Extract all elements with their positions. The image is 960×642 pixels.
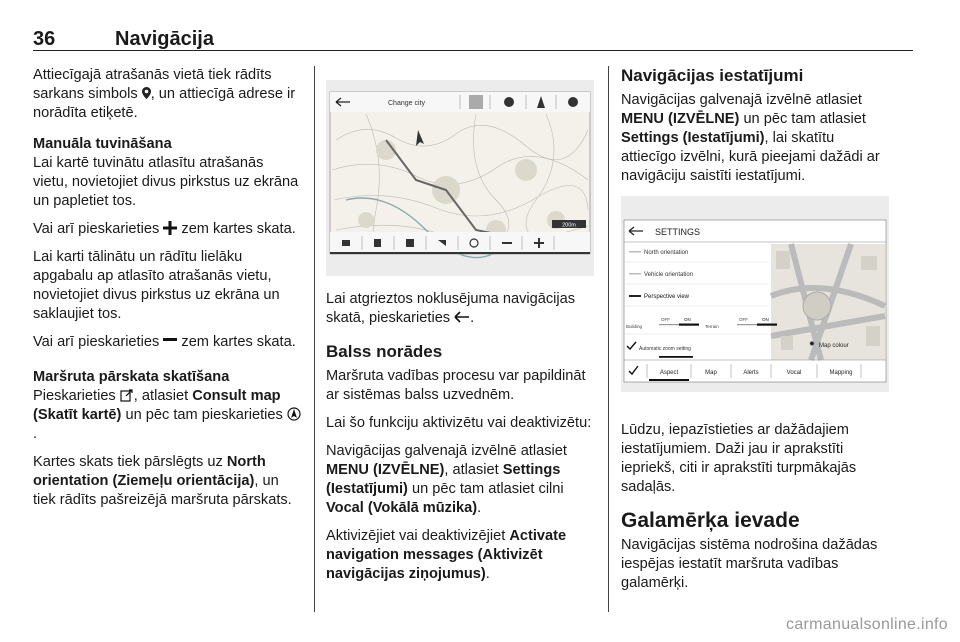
route-overview-heading: Maršruta pārskata skatīšana [33,369,230,385]
map-bar-icon-1 [342,240,350,246]
voice-prompts-text: Maršruta vadības procesu var papildināt ar sistēmas balss uzvednēm. [326,368,586,403]
settings-screenshot-figure [621,196,889,392]
settings-term: Settings (Iestatījumi) [326,462,561,497]
map-colour-label: Map colour [819,343,849,349]
north-text-a: Kartes skats tiek pārslēgts uz [33,454,223,470]
map-screen-illustration [326,80,594,276]
destination-heading: Galamērķa ievade [621,509,800,532]
terrain-off: OFF [739,317,748,322]
familiarize-text: Lūdzu, iepazīstieties ar dažādajiem iestatījumiem. Daži jau ir aprakstīti iepriekš, citi ir aprakstīti turpmākajās sadaļās. [621,422,857,495]
map-colour-sun-icon: ✹ [809,341,815,348]
back-text-a: Lai atgrieztos noklusējuma navigācijas skatā, pieskarieties [326,291,576,326]
auto-zoom-label: Automatic zoom setting [639,346,691,352]
activate-text-a: Aktivizējiet vai deaktivizējiet [326,528,506,544]
plus-paragraph [33,220,301,239]
overview-text-b: , atlasiet [133,388,189,404]
nav-settings-heading: Navigācijas iestatījumi [621,66,804,85]
settings-text-a: Navigācijas galvenajā izvēlnē atlasiet [621,92,862,108]
compass-icon [287,407,301,421]
back-arrow-icon [454,311,470,323]
zoom-out-text: Lai karti tālinātu un rādītu lielāku apgabalu ap atlasīto atrašanās vietu, novietojiet divus pirkstus uz ekrāna un saklaujiet tos. [33,249,280,322]
settings-text-b: un pēc tam atlasiet [743,111,866,127]
menu-text-b: , atlasiet [444,462,499,478]
manual-zoom-heading: Manuāla tuvināšana [33,136,172,152]
minus-icon [163,333,177,347]
page-title: Navigācija [115,28,214,50]
map-tool-icon-1 [469,95,483,109]
building-on: ON [684,317,691,322]
settings-item-perspective: Perspective view [644,294,690,300]
building-label: Building [626,324,643,329]
map-title: Change city [388,100,425,107]
nav-settings-paragraph [621,91,893,186]
intro-text: Attiecīgajā atrašanās vietā tiek rādīts sarkans simbols [33,67,272,102]
map-screenshot-figure [326,80,594,276]
settings-settings-term: Settings (Iestatījumi) [621,130,765,146]
settings-text-c: , lai skatītu attiecīgo izvēlni, kurā pieejami dažādi ar navigāciju saistīti iestatījumi. [621,130,880,184]
watermark: carmanualsonline.info [786,616,948,633]
column-3-top [621,66,893,195]
settings-item-vehicle: Vehicle orientation [644,272,694,278]
activate-term: Activate navigation messages (Aktivizēt navigācijas ziņojumus) [326,528,567,582]
settings-tab-aspect: Aspect [659,370,679,376]
manual-zoom-text: Lai kartē tuvinātu atlasītu atrašanās vietu, novietojiet divus pirkstus uz ekrāna un papletiet tos. [33,155,299,209]
map-zoom-out-icon [502,242,512,244]
activate-text-b: . [485,566,490,582]
minus-paragraph [33,333,301,352]
terrain-label: Terrain [705,324,719,329]
intro-text-tail: , un attiecīgā adrese ir norādīta etiķetē. [33,86,296,121]
consult-map-term: Consult map (Skatīt kartē) [33,388,281,423]
route-overview-paragraph: Pieskarieties , atlasiet Consult map (Skatīt kartē) un pēc tam pieskarieties . [33,387,301,444]
activate-paragraph [326,527,596,584]
north-text-b: , un tiek rādīts pašreizējā maršruta pārskats. [33,473,292,508]
settings-menu-term: MENU (IZVĒLNE) [621,111,740,127]
settings-tab-alerts: Alerts [743,370,759,376]
column-divider-1 [314,66,315,612]
minus-text-a: Vai arī pieskarieties [33,334,160,350]
header-rule [33,50,913,51]
route-icon [120,388,134,402]
menu-text-d: . [477,500,482,516]
settings-tab-vocal: Vocal [786,370,802,376]
column-divider-2 [608,66,609,612]
voice-prompts-heading: Balss norādes [326,342,443,361]
column-3-bottom [621,421,893,602]
destination-text: Navigācijas sistēma nodrošina dažādas iespējas iestatīt maršruta vadības galamērķi. [621,537,878,591]
terrain-on: ON [762,317,769,322]
back-paragraph [326,290,596,328]
location-pin-icon [142,87,151,99]
menu-term: MENU (IZVĒLNE) [326,462,445,478]
minus-text-b: zem kartes skata. [181,334,296,350]
intro-paragraph [33,66,301,123]
map-zoom-in-icon [538,238,540,248]
map-tool-icon-2 [504,97,514,107]
page-header [33,28,913,52]
plus-text-a: Vai arī pieskarieties [33,221,160,237]
settings-item-north: North orientation [644,250,689,256]
menu-paragraph [326,442,596,518]
page-number: 36 [33,28,56,50]
settings-screen-illustration [621,196,889,392]
menu-text-a: Navigācijas galvenajā izvēlnē atlasiet [326,443,567,459]
menu-text-c: un pēc tam atlasiet cilni [411,481,564,497]
map-bar-icon-2 [374,239,381,247]
map-bar-icon-3 [406,239,414,247]
settings-tab-map: Map [705,370,717,376]
north-paragraph [33,453,301,510]
map-tool-icon-3 [568,97,578,107]
vocal-term: Vocal (Vokālā mūzika) [326,500,478,516]
plus-text-b: zem kartes skata. [181,221,296,237]
settings-tab-mapping: Mapping [829,370,853,376]
back-text-b: . [470,310,475,326]
overview-text-a: Pieskarieties [33,388,116,404]
overview-text-c: un pēc tam pieskarieties [125,407,283,423]
column-2 [326,290,596,593]
map-scale-label: 200m [562,222,576,229]
enable-text: Lai šo funkciju aktivizētu vai deaktivizētu: [326,415,592,431]
north-orientation-term: North orientation (Ziemeļu orientācija) [33,454,266,489]
plus-icon [163,221,177,235]
settings-title: SETTINGS [655,227,701,237]
column-1 [33,66,301,519]
building-off: OFF [661,317,670,322]
